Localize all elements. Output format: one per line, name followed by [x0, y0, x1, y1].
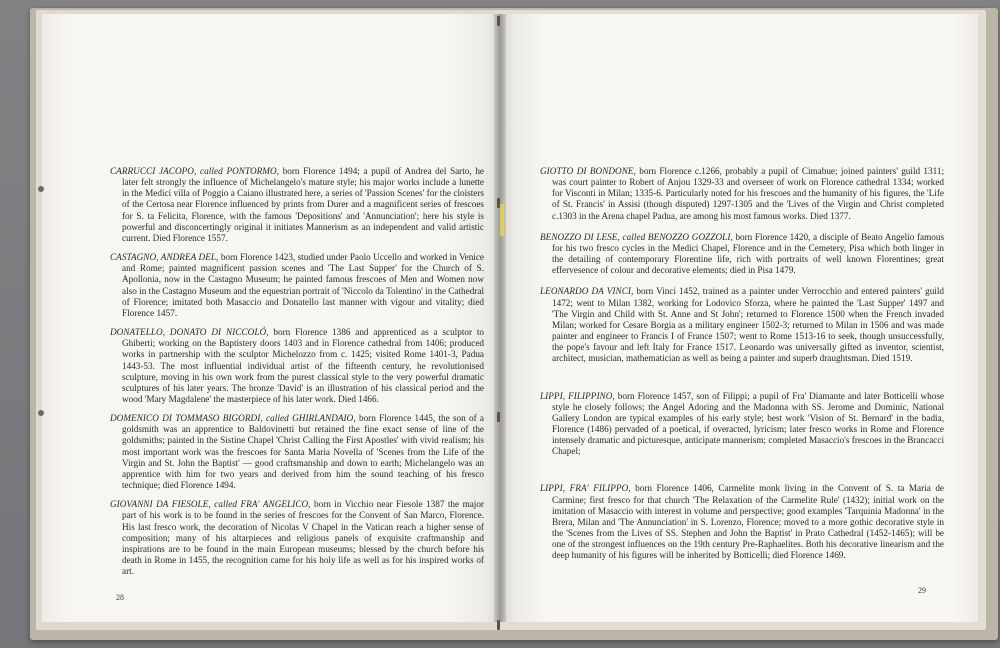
entry-body: born Vinci 1452, trained as a painter under Verrocchio and entered painters' guild 1472; went to Milan 1382, working for Lodovico Sforza, where he painted the 'Last Supper' 1497 and 'The Virgin and Child with St. Anne and St John'; returned to Florence 1500 when the French invaded Milan; worked for Cesare Borgia as a military engineer 1502-3; returned to Milan in 1506 and was made painter and engineer to Francis I of France 1507; went to Rome 1513-16 to seek, though unsuccessfully, the pope's favour and left Italy for France 1517. Leonardo was universally gifted as inventor, scientist, architect, musician, mathematician as well as being a painter and superb draughtsman. Died 1519.	[552, 286, 945, 364]
binding-stitch	[497, 620, 500, 630]
entry-lead: DONATELLO, DONATO DI NICCOLÓ,	[110, 327, 269, 338]
paper-mark	[500, 204, 504, 236]
entry-body: born Florence 1445, the son of a goldsmith was an apprentice to Baldovinetti but retained the fine exact sense of line of the goldsmiths; painted in the Sistine Chapel 'Christ Calling the First Apostles' with vivid realism; his most important work was the frescoes for Santa Maria Novella of 'Scenes from the Life of the Virgin and St. John the Baptist' — good craftsmanship and down to earth; Michelangelo was an apprentice with him for two years and derived from him the sound teaching of his fresco technique; died Florence 1494.	[122, 413, 485, 491]
entry-lead: LEONARDO DA VINCI,	[540, 286, 634, 297]
entry-lead: CASTAGNO, ANDREA DEL,	[110, 252, 219, 263]
entry-filippino-lippi	[540, 390, 945, 458]
entry-lead: CARRUCCI JACOPO, called PONTORMO,	[110, 166, 280, 176]
entry-ghirlandaio	[110, 413, 485, 491]
entry-body: born in Vicchio near Fiesole 1387 the major part of his work is to be found in the series of frescoes for the Convent of San Marco, Florence. His last fresco work, the decoration of Nicolas V Chapel in the Vatican reach a higher sense of composition; many of his altarpieces and religious panels of exquisite craftmanship and inspirations are to be found in the main European museums; blessed by the church before his death in Rome in 1455, the recognition came for his holy life as well as for his inspired works of art.	[122, 499, 484, 577]
entry-lead: DOMENICO DI TOMMASO BIGORDI, called GHIRLANDAIO,	[110, 413, 356, 424]
page-number-left: 28	[116, 593, 124, 602]
entry-donatello	[110, 327, 485, 405]
left-text-column	[110, 166, 484, 577]
entry-fra-filippo-lippi	[540, 483, 944, 561]
entry-body: born Florence 1420, a disciple of Beato Angelio famous for his two fresco cycles in the Medici Chapel, Florence and in the Cemetery, Pisa which both linger in the detailing of contemporary Florentine life, rich with portraits of well known Florentines; great effervesence of colour and decorative elements; died in Pisa 1479.	[552, 231, 945, 276]
page-hole	[38, 186, 44, 192]
entry-giotto	[540, 166, 944, 222]
page-number-right: 29	[918, 586, 926, 595]
entry-leonardo	[540, 286, 945, 364]
entry-lead: GIOTTO DI BONDONE,	[540, 166, 636, 176]
entry-lead: BENOZZO DI LESE, called BENOZZO GOZZOLI,	[540, 231, 733, 242]
book-gutter	[494, 14, 506, 622]
entry-lead: LIPPI, FRA' FILIPPO,	[540, 483, 631, 494]
entry-pontormo	[110, 166, 484, 244]
entry-body: born Florence 1457, son of Filippi; a pupil of Fra' Diamante and later Botticelli whose style he closely follows; the Angel Adoring and the Madonna with SS. Jerome and Dominic, National Gallery London are typical examples of his early style; best work 'Vision of St. Bernard' in the badia, Florence (1486) pervaded of a poetical, if overacted, lyricism; later fresco works in Rome and Florence intensely dramatic and picturesque, anticipate mannerism; completed Masaccio's frescoes in the Brancacci Chapel;	[552, 390, 945, 457]
entry-gozzoli	[540, 231, 945, 277]
entry-body: born Florence c.1266, probably a pupil of Cimabue; joined painters' guild 1311; was court painter to Robert of Anjou 1329-33 and overseer of work on Florence cathedral 1334; worked for Visconti in Milan; 1335-6. Particularly noted for his frescoes and the humanity of his figures, the 'Life of St. Francis' in Assisi (though disputed) 1297-1305 and the 'Lives of the Virgin and Christ completed c.1303 in the Arena chapel Padua, are among his most famous works. Died 1377.	[552, 166, 944, 221]
binding-stitch	[497, 16, 500, 26]
entry-castagno	[110, 252, 485, 319]
entry-body: born Florence 1386 and apprenticed as a sculptor to Ghiberti; working on the Baptistery doors 1403 and in Florence cathedral from 1406; produced works in partnership with the sculptor Michelozzo from c. 1425; visited Rome 1401-3, Padua 1443-53. The most influential individual artist of the fifteenth century, he revolutionised sculpture, moving in his own work from the purest classical style to the very powerful dramatic sculptures of his later years. The bronze 'David' is an illustration of his classical period and the wood 'Mary Magdalene' the masterpiece of his later work. Died 1466.	[122, 327, 485, 404]
entry-fra-angelico	[110, 499, 484, 577]
entry-body: born Florence 1494; a pupil of Andrea del Sarto, he later felt strongly the influence of Michelangelo's mature style; his major works include a lunette in the Medici villa of Poggio a Caiano illustrated here, a series of 'Passion Scenes' for the cloisters of the Certosa near Florence influenced by prints from Durer and a magnificent series of frescoes for S. ta Felicita, Florence, with the famous 'Depositions' and 'Annunciation'; here his style is powerful and disconcertingly original it initiates Mannerism as an independent and valid artistic current. Died Florence 1557.	[122, 166, 484, 243]
entry-lead: GIOVANNI DA FIESOLE, called FRA' ANGELICO,	[110, 499, 311, 510]
page-hole	[38, 410, 44, 416]
entry-lead: LIPPI, FILIPPINO,	[540, 390, 615, 401]
binding-stitch	[497, 412, 500, 422]
right-text-column	[540, 166, 944, 562]
entry-body: born Florence 1423, studied under Paolo Uccello and worked in Venice and Rome; painted magnificent passion scenes and 'The Last Supper' for the Church of S. Apollonia, now in the Castagno Museum; he painted famous frescoes of Men and Women now also in the Castagno Museum and the equestrian portrait of 'Niccolo da Tolentino' in the Cathedral of Florence; imitated both Masaccio and Donatello last manner with vigour and vitality; died Florence 1457.	[122, 252, 485, 318]
entry-body: born Florence 1406, Carmelite monk living in the Convent of S. ta Maria de Carmine; first fresco for that church 'The Relaxation of the Carmelite Rule' (1432); initial work on the imitation of Masaccio with interest in volume and perspective; good examples 'Tarquinia Madonna' in the Brera, Milan and 'The Annunciation' in S. Lorenzo, Florence; moved to a more gothic decorative style in the 'Scenes from the Lives of SS. Stephen and John the Baptist' in Prato Cathedral (1452-1465); will be one of the strongest influences on the 19th century Pre-Raphaelites. Both his decorative linearism and the deep humanity of his figures will be inherited by Botticelli; died Florence 1469.	[552, 483, 944, 561]
